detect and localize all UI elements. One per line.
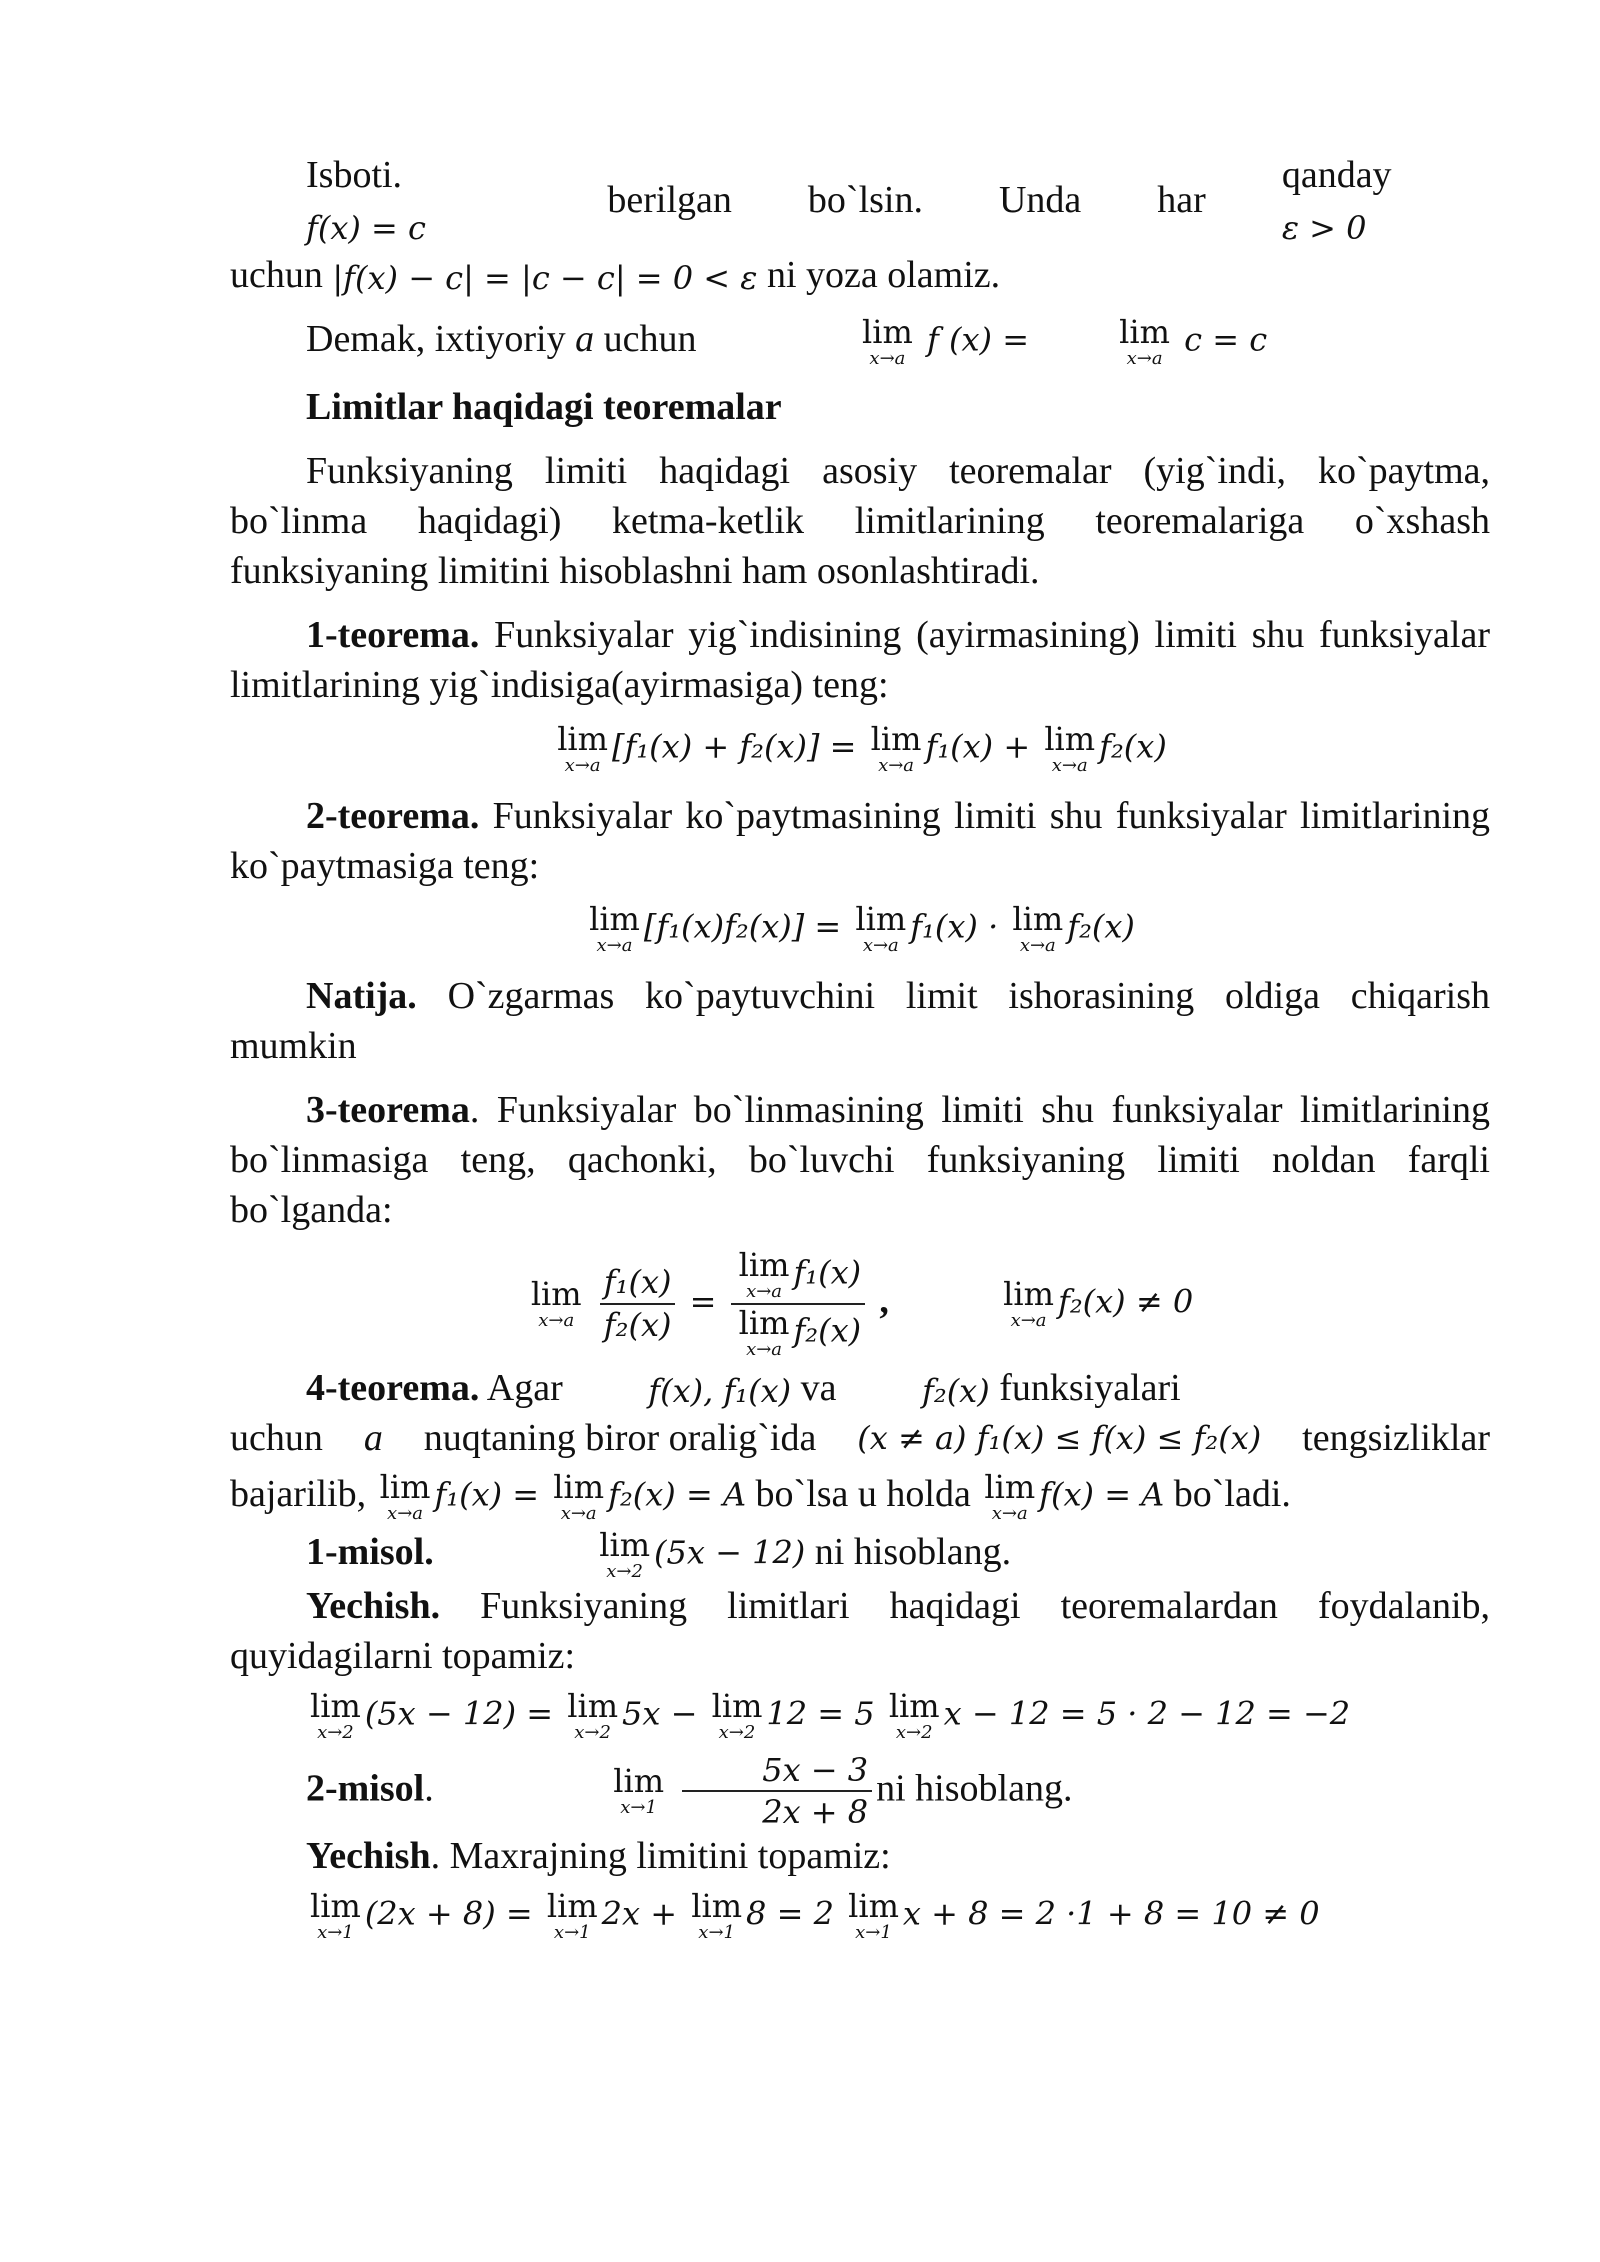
example-2-solution: Yechish. Maxrajning limitini topamiz: xyxy=(306,1835,891,1878)
quotient-fraction: $\frac{\text{f₁(x)}}{\text{f₂(x)}}$ xyxy=(600,1264,676,1344)
proof-tail: ni yoza olamiz. xyxy=(766,254,1001,296)
example-1-formula: lim x→2 (5x − 12) = lim x→2 5x − lim x→2 12 = 5 lim x→2 x − 12 = 5 · 2 − 12 = −2 xyxy=(310,1686,1351,1743)
theorem-1-text: Funksiyalar yig`indisining (ayirmasining) limiti shu funksiyalar limitlarining yig`indisiga(ayirmasiga) teng: xyxy=(230,614,1491,707)
formula-f-equals-c: f(x) = c xyxy=(306,209,426,248)
theorem-2-formula: lim x→a [f₁(x)f₂(x)] = lim x→a f₁(x) · lim x→a f₂(x) xyxy=(589,899,1135,956)
theorem-2-label: 2-teorema. xyxy=(306,794,480,837)
theorem-3-formula: lim x→a $\frac{\text{f₁(x)}}{\text{f₂(x)}}$ = lim x→a f₁(x) lim x→a f₂(x) , lim x→a f₂(x) ≠ 0 xyxy=(530,1245,1194,1360)
theorem-4-line-3: bajarilib, lim x→a f₁(x) = lim x→a f₂(x) = A bo`lsa u holda lim x→a f(x) = A bo`ladi. xyxy=(230,1468,1291,1525)
uchun-text: uchun xyxy=(603,318,697,360)
proof-line-1 xyxy=(230,150,1490,250)
theorem-4-line-2: uchun a nuqtaning biror oralig`ida (x ≠ a) f₁(x) ≤ f(x) ≤ f₂(x) tengsizliklar xyxy=(230,1416,1490,1459)
document-page xyxy=(230,150,1490,1948)
demak-line xyxy=(230,314,1490,368)
corollary-label: Natija. xyxy=(306,974,417,1017)
variable-a: a xyxy=(575,318,595,360)
word-uchun: uchun xyxy=(230,254,323,296)
word-qanday: qanday xyxy=(1281,154,1392,196)
word-har: har xyxy=(1157,179,1206,221)
theorem-2 xyxy=(230,791,1490,891)
example-2-label: 2-misol xyxy=(306,1767,425,1810)
corollary-text: O`zgarmas ko`paytuvchini limit ishorasining oldiga chiqarish mumkin xyxy=(230,974,1490,1067)
theorem-3-text: . Funksiyalar bo`linmasining limiti shu funksiyalar limitlarining bo`linmasiga teng, qachonki, bo`luvchi funksiyaning limiti noldan farqli bo`lganda: xyxy=(230,1088,1490,1231)
demak-text: Demak, ixtiyoriy xyxy=(306,318,566,360)
section-heading: Limitlar haqidagi teoremalar xyxy=(306,386,782,429)
example-2: 2-misol. lim x→1 $\frac{5x - 3}{2x + 8}$ ni hisoblang. xyxy=(306,1750,1073,1832)
example-1-solution: Yechish. Funksiyaning limitlari haqidagi teoremalardan foydalanib, quyidagilarni topamiz: xyxy=(230,1585,1490,1678)
formula-abs-difference: |f(x) − c| = |c − c| = 0 < ε xyxy=(332,259,758,298)
word-unda: Unda xyxy=(998,179,1082,221)
corollary xyxy=(230,971,1490,1071)
theorem-1 xyxy=(230,610,1490,710)
proof-label: Isboti. xyxy=(306,154,403,196)
example-1: 1-misol. lim x→2 (5x − 12) ni hisoblang. xyxy=(306,1526,1012,1583)
theorem-3-label: 3-teorema xyxy=(306,1088,470,1131)
limit-quotient-fraction: lim x→a f₁(x) lim x→a f₂(x) xyxy=(731,1249,866,1359)
theorem-2-text: Funksiyalar ko`paytmasining limiti shu funksiyalar limitlarining ko`paytmasiga teng: xyxy=(230,794,1491,887)
theorem-1-label: 1-teorema. xyxy=(306,614,480,657)
example-1-label: 1-misol. xyxy=(306,1531,434,1574)
formula-limit-constant: lim x→a f (x) = lim x→a c = c xyxy=(862,313,1268,370)
formula-epsilon: ε > 0 xyxy=(1281,209,1367,248)
intro-paragraph: Funksiyaning limiti haqidagi asosiy teoremalar (yig`indi, ko`paytma, bo`linma haqidagi) ketma-ketlik limitlarining teoremalariga o`xshash funksiyaning limitini hisoblashni ham osonlashtiradi. xyxy=(230,450,1490,593)
theorem-4-line-1: 4-teorema. Agar f(x), f₁(x) va f₂(x) funksiyalari xyxy=(306,1366,1181,1410)
example-2-formula: lim x→1 (2x + 8) = lim x→1 2x + lim x→1 8 = 2 lim x→1 x + 8 = 2 ·1 + 8 = 10 ≠ 0 xyxy=(310,1886,1320,1943)
proof-line-2 xyxy=(230,250,1490,300)
word-bolsin: bo`lsin. xyxy=(807,179,923,221)
theorem-4-label: 4-teorema. xyxy=(306,1366,480,1409)
word-berilgan: berilgan xyxy=(607,179,732,221)
theorem-3 xyxy=(230,1085,1490,1235)
theorem-1-formula: lim x→a [f₁(x) + f₂(x)] = lim x→a f₁(x) + lim x→a f₂(x) xyxy=(557,719,1167,776)
